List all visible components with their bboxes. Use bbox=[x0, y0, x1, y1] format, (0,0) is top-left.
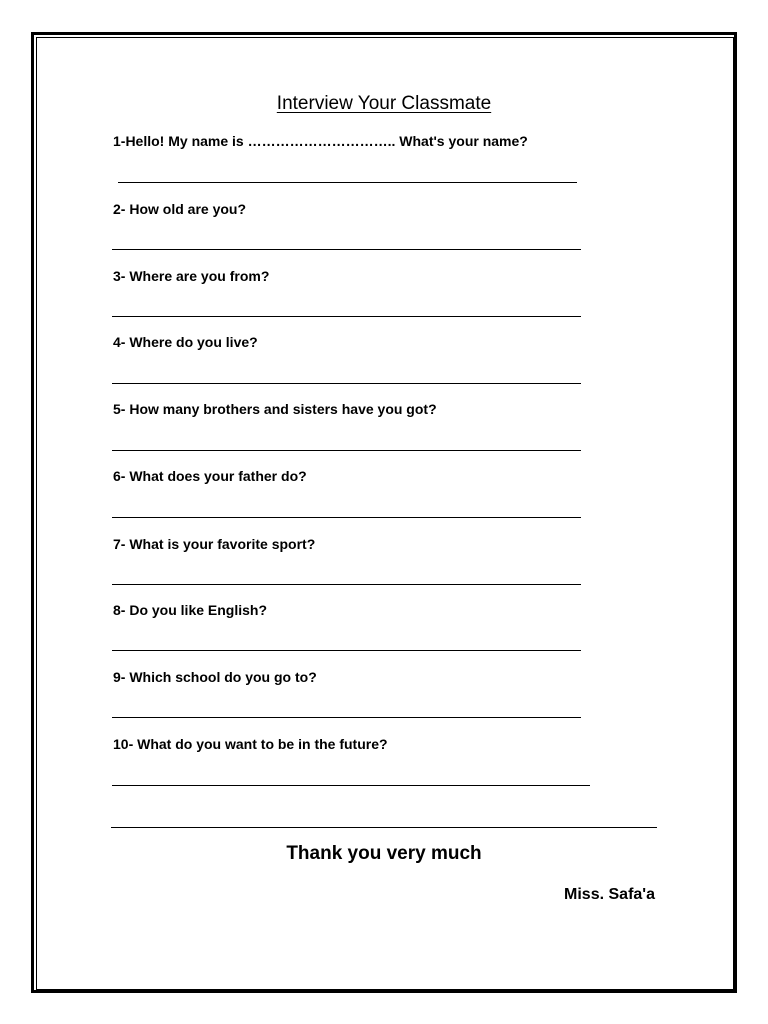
question-4: 4- Where do you live? bbox=[113, 334, 258, 350]
question-6: 6- What does your father do? bbox=[113, 468, 307, 484]
answer-line-7[interactable] bbox=[112, 584, 581, 585]
answer-line-9[interactable] bbox=[112, 717, 581, 718]
question-10: 10- What do you want to be in the future? bbox=[113, 736, 388, 752]
answer-line-6[interactable] bbox=[112, 517, 581, 518]
answer-line-10[interactable] bbox=[112, 785, 590, 786]
closing-message: Thank you very much bbox=[286, 843, 482, 864]
answer-line-3[interactable] bbox=[112, 316, 581, 317]
worksheet-title bbox=[0, 92, 768, 116]
question-9: 9- Which school do you go to? bbox=[113, 669, 317, 685]
answer-line-5[interactable] bbox=[112, 450, 581, 451]
question-2: 2- How old are you? bbox=[113, 201, 247, 217]
question-7: 7- What is your favorite sport? bbox=[113, 536, 316, 552]
answer-line-8[interactable] bbox=[112, 650, 581, 651]
question-1: 1-Hello! My name is ………………………….. What's your name? bbox=[113, 133, 528, 149]
answer-line-1[interactable] bbox=[118, 182, 577, 183]
question-5: 5- How many brothers and sisters have you got? bbox=[113, 401, 437, 417]
question-8: 8- Do you like English? bbox=[113, 602, 268, 618]
closing-divider bbox=[111, 827, 657, 828]
answer-line-4[interactable] bbox=[112, 383, 581, 384]
teacher-signature: Miss. Safa'a bbox=[564, 886, 655, 903]
question-3: 3- Where are you from? bbox=[113, 268, 270, 284]
worksheet-title-text: Interview Your Classmate bbox=[276, 93, 492, 114]
answer-line-2[interactable] bbox=[112, 249, 581, 250]
